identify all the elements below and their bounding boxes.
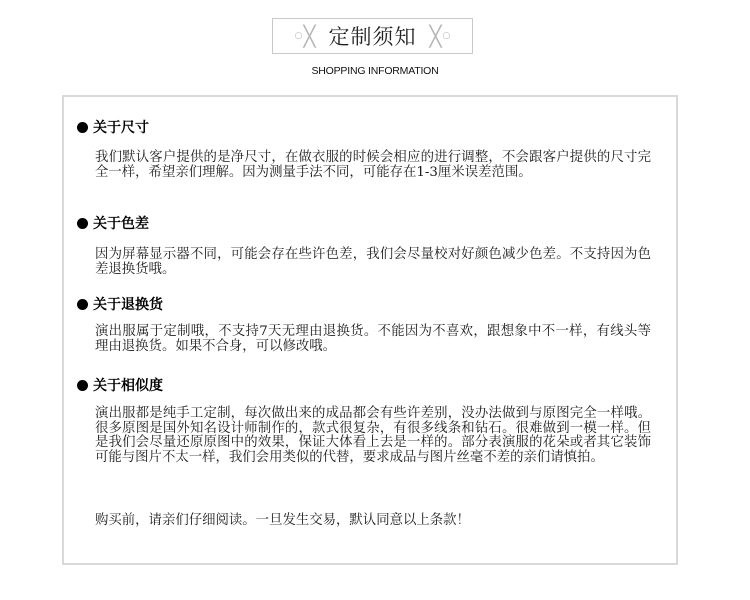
closing-notice: 购买前，请亲们仔细阅读。一旦发生交易，默认同意以上条款！ bbox=[95, 513, 470, 528]
section-body-color: 因为屏幕显示器不同，可能会存在些许色差，我们会尽量校对好颜色减少色差。不支持因为色差退换货哦。 bbox=[95, 247, 651, 277]
section-heading-similarity bbox=[77, 375, 163, 395]
bullet-icon bbox=[77, 122, 88, 133]
title-left-ornament bbox=[295, 26, 317, 46]
bullet-icon bbox=[77, 380, 88, 391]
section-heading-text: 关于退换货 bbox=[93, 297, 163, 313]
section-heading-returns bbox=[77, 294, 163, 314]
section-body-returns: 演出服属于定制哦，不支持7天无理由退换货。不能因为不喜欢，跟想象中不一样，有线头等理由退换货。如果不合身，可以修改哦。 bbox=[95, 324, 651, 354]
info-panel bbox=[62, 95, 678, 565]
circle-icon: ○ bbox=[442, 30, 451, 41]
title-right-ornament bbox=[429, 26, 451, 46]
title-box bbox=[272, 18, 473, 54]
section-heading-text: 关于色差 bbox=[93, 216, 149, 232]
cross-icon: ╳ bbox=[429, 24, 442, 48]
circle-icon: ○ bbox=[294, 30, 303, 41]
section-heading-size bbox=[77, 117, 149, 137]
page-subtitle: SHOPPING INFORMATION bbox=[311, 65, 439, 77]
section-heading-text: 关于相似度 bbox=[93, 378, 163, 394]
section-heading-text: 关于尺寸 bbox=[93, 120, 149, 136]
page-title: 定制须知 bbox=[328, 25, 417, 49]
section-body-size: 我们默认客户提供的是净尺寸，在做衣服的时候会相应的进行调整，不会跟客户提供的尺寸完全一样，希望亲们理解。因为测量手法不同，可能存在1-3厘米误差范围。 bbox=[95, 150, 651, 180]
section-body-similarity: 演出服都是纯手工定制，每次做出来的成品都会有些许差别，没办法做到与原图完全一样哦。很多原图是国外知名设计师制作的，款式很复杂，有很多线条和钻石。很难做到一模一样。但是我们会尽量还原原图中的效果，保证大体看上去是一样的。部分表演服的花朵或者其它装饰可能与图片不太一样，我们会用类似的代替，要求成品与图片丝毫不差的亲们请慎拍。 bbox=[95, 406, 651, 465]
cross-icon: ╳ bbox=[303, 24, 316, 48]
bullet-icon bbox=[77, 218, 88, 229]
bullet-icon bbox=[77, 299, 88, 310]
section-heading-color bbox=[77, 213, 149, 233]
